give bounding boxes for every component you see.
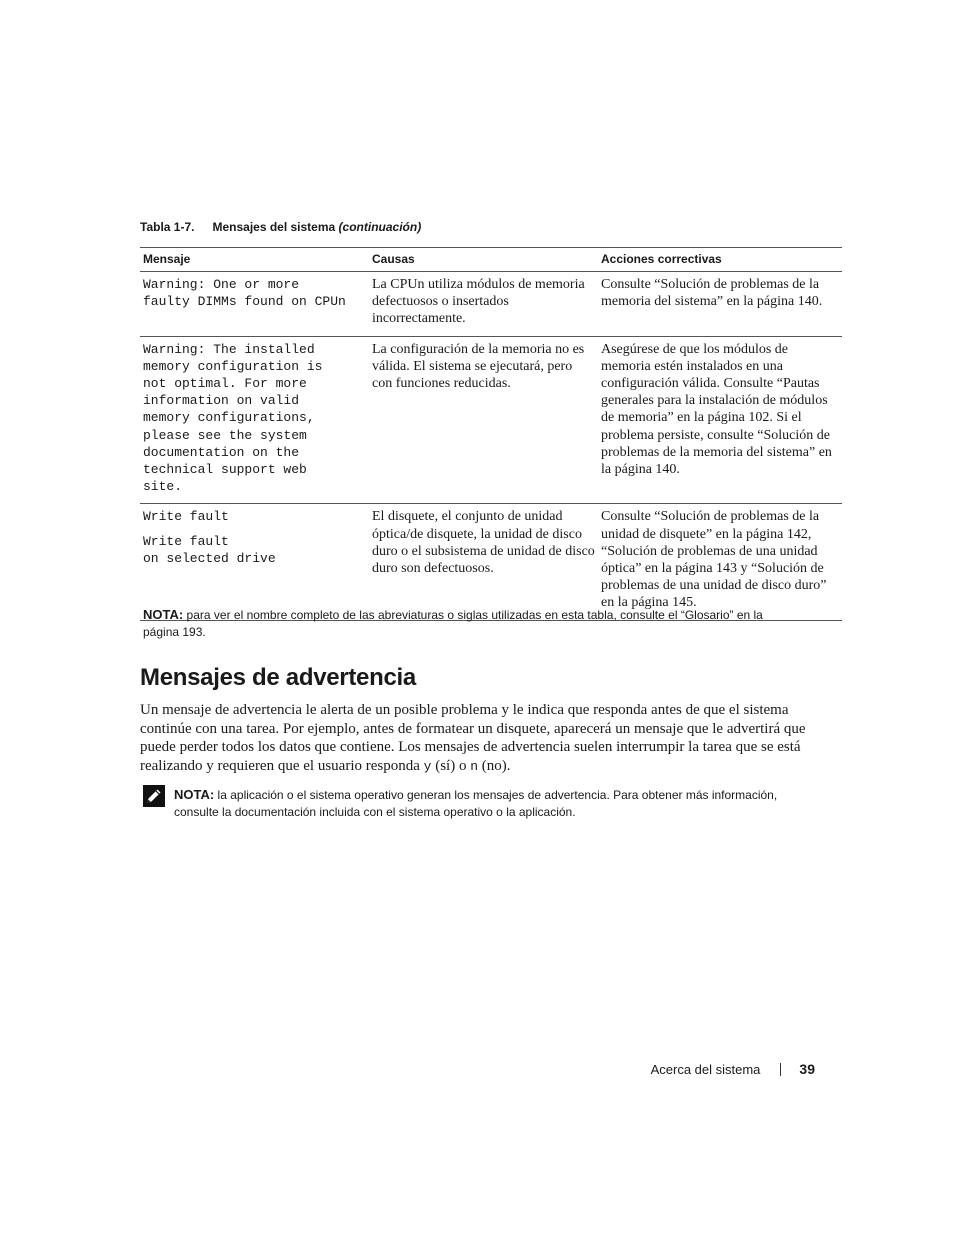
page-number: 39: [799, 1061, 815, 1077]
table-note-label: NOTA:: [143, 607, 184, 622]
table-caption-number: Tabla 1-7.: [140, 220, 195, 234]
system-messages-table: [140, 247, 842, 621]
table-caption-title: Mensajes del sistema: [212, 220, 336, 234]
paragraph-text: Un mensaje de advertencia le alerta de un posible problema y le indica que responda antes de que el sistema continúe con una tarea. Por ejemplo, antes de formatear un disquete, aparecerá un mensaje que le advertirá que puede perder todos los datos que contiene. Los mensajes de advertencia suelen interrumpir la tarea que se está realizando y requieren que el usuario responda: [140, 702, 806, 774]
message-line: Write fault on selected drive: [143, 533, 276, 566]
message-cell: Warning: One or more faulty DIMMs found on CPUn: [140, 272, 369, 337]
action-cell: Consulte “Solución de problemas de la unidad de disquete” en la página 142, “Solución de problemas de una unidad óptica” en la página 143 y “Solución de problemas de una unidad de disco duro” en la página 145.: [598, 504, 842, 620]
action-cell: Asegúrese de que los módulos de memoria estén instalados en una configuración válida. Consulte “Pautas generales para la instalación de módulos de memoria” en la página 102. Si el problema persiste, consulte “Solución de problemas de la memoria del sistema” en la página 140.: [598, 336, 842, 504]
warning-note: [174, 786, 824, 821]
message-line: Write fault: [143, 509, 229, 525]
table-header-row: [140, 248, 842, 272]
message-cell: Warning: The installed memory configuration is not optimal. For more information on valid memory configurations, please see the system documentation on the technical support web site.: [140, 336, 369, 504]
warning-note-text: la aplicación o el sistema operativo generan los mensajes de advertencia. Para obtener más información, consulte la documentación incluida con el sistema operativo o la aplicación.: [174, 788, 778, 819]
cause-cell: El disquete, el conjunto de unidad óptica/de disquete, la unidad de disco duro o el subsistema de unidad de disco duro son defectuosos.: [369, 504, 598, 620]
table-row: [140, 504, 842, 620]
paragraph-text: (no).: [478, 757, 511, 774]
section-paragraph: [140, 701, 820, 776]
cause-cell: La CPUn utiliza módulos de memoria defectuosos o insertados incorrectamente.: [369, 272, 598, 337]
note-pencil-icon: [143, 785, 165, 807]
paragraph-text: (sí) o: [431, 757, 471, 774]
table-row: [140, 272, 842, 337]
column-header-causes: Causas: [369, 248, 598, 272]
column-header-actions: Acciones correctivas: [598, 248, 842, 272]
cause-cell: La configuración de la memoria no es válida. El sistema se ejecutará, pero con funciones reducidas.: [369, 336, 598, 504]
table-note-text: para ver el nombre completo de las abreviaturas o siglas utilizadas en esta tabla, consulte el “Glosario” en la página 193.: [143, 608, 763, 639]
section-title: Mensajes de advertencia: [140, 664, 416, 691]
table-row: [140, 336, 842, 504]
warning-note-label: NOTA:: [174, 787, 215, 802]
table-caption: [140, 220, 421, 234]
code-y: y: [423, 758, 432, 774]
table-caption-continued: (continuación): [338, 220, 422, 234]
table-note: [143, 606, 793, 641]
footer-section-name: Acerca del sistema: [650, 1061, 761, 1077]
column-header-message: Mensaje: [140, 248, 369, 272]
code-n: n: [470, 758, 479, 774]
page-footer: [600, 1061, 815, 1077]
footer-divider: [780, 1063, 781, 1076]
action-cell: Consulte “Solución de problemas de la memoria del sistema” en la página 140.: [598, 272, 842, 337]
message-cell: [140, 504, 369, 620]
